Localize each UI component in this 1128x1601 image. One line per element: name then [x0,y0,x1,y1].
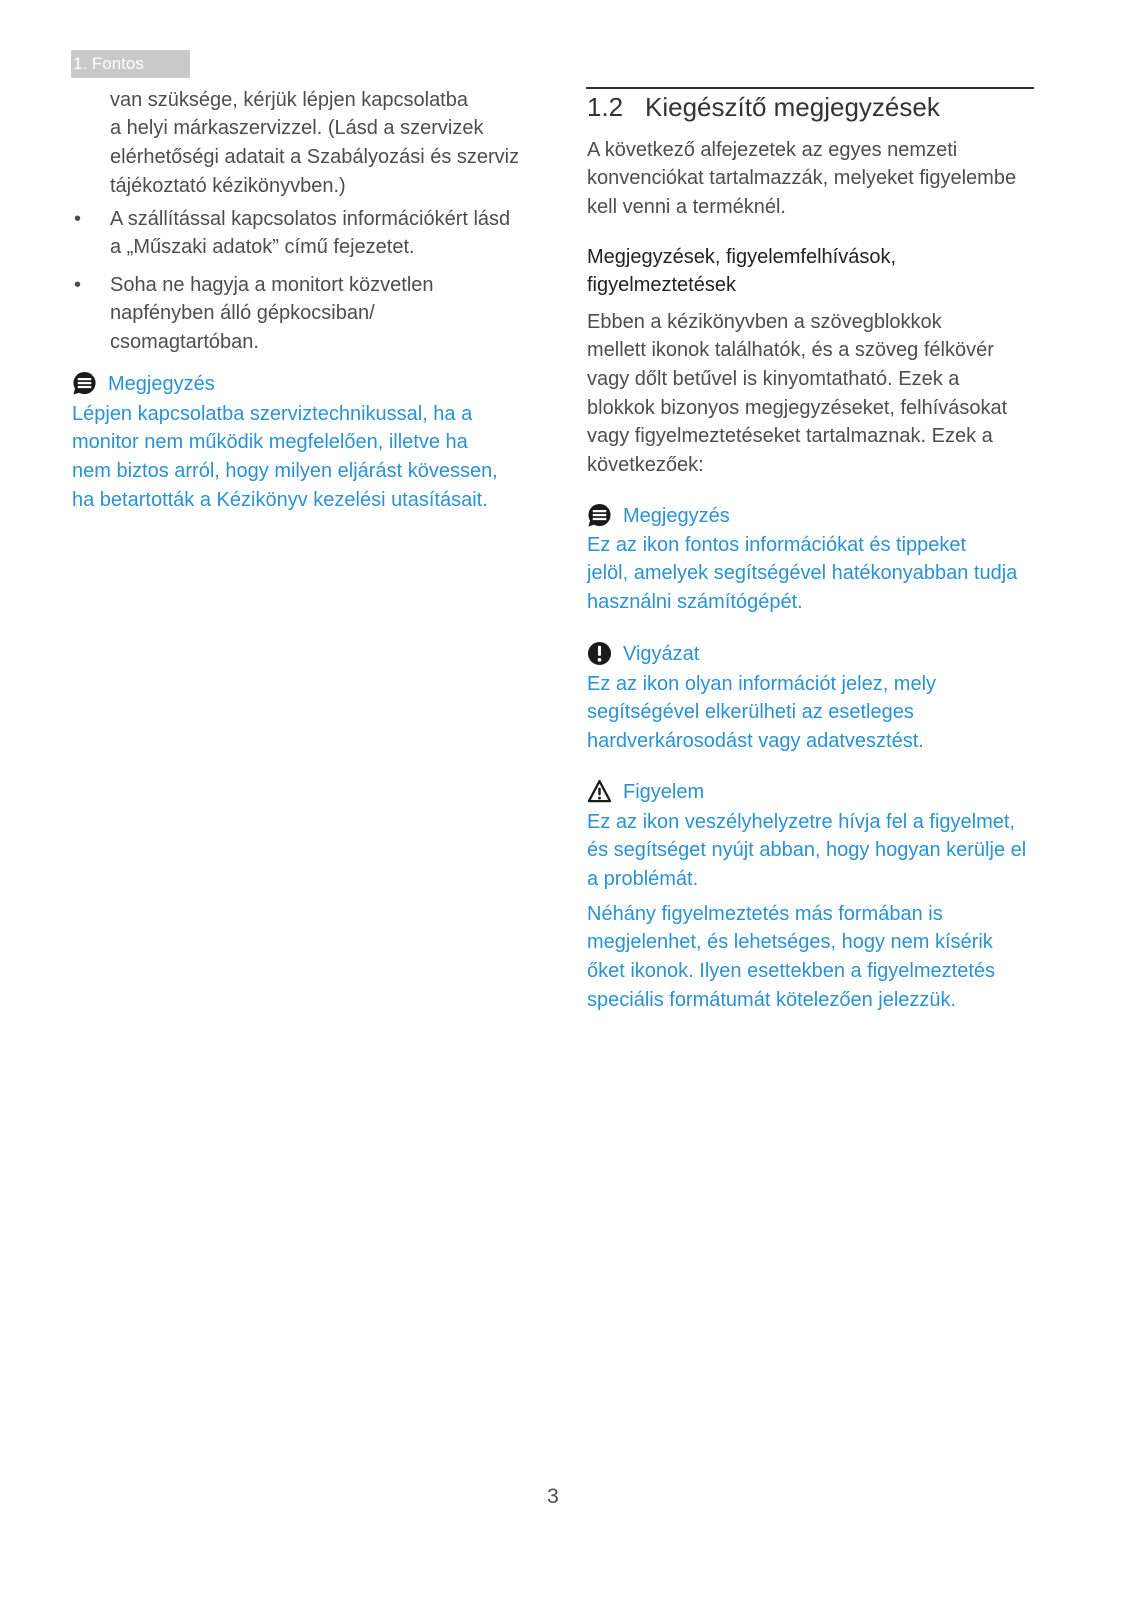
text-line: mellett ikonok találhatók, és a szöveg félkövér [587,339,994,362]
text-line: Megjegyzések, figyelemfelhívások, [587,245,897,268]
text-line: vagy dőlt betűvel is kinyomtatható. Ezek a [587,367,960,390]
text-line: figyelmeztetések [587,274,736,297]
note-icon [587,503,612,528]
text-line: következőek: [587,454,704,477]
text-line: hardverkárosodást vagy adatvesztést. [587,729,924,752]
text-line: jelöl, amelyek segítségével hatékonyabban tudja [587,562,1018,585]
text-line: segítségével elkerülheti az esetleges [587,701,914,724]
note-title: Megjegyzés [623,504,730,527]
text-line: csomagtartóban. [110,330,259,353]
page-number: 3 [547,1484,559,1508]
section-title: Kiegészítő megjegyzések [645,92,940,122]
bullet-item [72,271,434,357]
text-line: a „Műszaki adatok” című fejezetet. [110,236,415,259]
text-line: monitor nem működik megfelelően, illetve ha [72,431,468,454]
note-body [587,531,1017,617]
closing-paragraph [587,900,995,1015]
text-line: megjelenhet, és lehetséges, hogy nem kísérik [587,931,993,954]
text-line: blokkok bizonyos megjegyzéseket, felhívásokat [587,396,1008,419]
text-line: ha betartották a Kézikönyv kezelési utasításait. [72,488,488,511]
text-line: Ez az ikon fontos információkat és tippeket [587,533,967,556]
bullet-marker: • [74,273,82,296]
text-line: a helyi márkaszervizzel. (Lásd a szervizek [110,117,484,140]
warning-body [587,808,1026,894]
note-icon [72,371,97,396]
continuation-paragraph [110,86,519,201]
text-line: tájékoztató kézikönyvben.) [110,174,346,197]
section-tab-label: 1. Fontos [73,54,144,73]
text-line: van szüksége, kérjük lépjen kapcsolatba [110,88,468,111]
text-line: és segítséget nyújt abban, hogy hogyan kerülje el [587,839,1027,862]
note-body [72,400,498,515]
text-line: kell venni a terméknél. [587,195,786,218]
note-heading [72,370,215,399]
intro-paragraph [587,136,1016,222]
text-line: Ez az ikon veszélyhelyzetre hívja fel a figyelmet, [587,810,1015,833]
text-line: elérhetőségi adatait a Szabályozási és szerviz [110,145,520,168]
text-line: Néhány figyelmeztetés más formában is [587,902,943,925]
subheading [587,243,896,300]
text-line: A szállítással kapcsolatos információkért lásd [110,207,511,230]
warning-heading [587,778,704,807]
section-divider [586,87,1034,89]
warning-icon [587,779,612,804]
description-paragraph [587,308,1007,480]
text-line: napfényben álló gépkocsiban/ [110,302,375,325]
bullet-text [110,271,434,357]
text-line: Soha ne hagyja a monitort közvetlen [110,273,434,296]
caution-title: Vigyázat [623,642,700,665]
text-line: Ebben a kézikönyvben a szövegblokkok [587,310,942,333]
text-line: őket ikonok. Ilyen esettekben a figyelmeztetés [587,959,996,982]
note-title: Megjegyzés [108,372,215,395]
text-line: a problémát. [587,867,699,890]
bullet-item [72,205,510,262]
text-line: használni számítógépét. [587,590,803,613]
note-heading [587,502,730,531]
text-line: Lépjen kapcsolatba szerviztechnikussal, ha a [72,402,473,425]
section-heading [587,90,940,124]
bullet-marker: • [74,207,82,230]
text-line: speciális formátumát kötelezően jelezzük. [587,988,957,1011]
bullet-text [110,205,510,262]
caution-heading [587,640,699,669]
text-line: A következő alfejezetek az egyes nemzeti [587,138,958,161]
section-number: 1.2 [587,92,624,122]
caution-icon [587,641,612,666]
text-line: vagy figyelmeztetéseket tartalmaznak. Ezek a [587,425,993,448]
caution-body [587,670,936,756]
warning-title: Figyelem [623,780,705,803]
text-line: konvenciókat tartalmazzák, melyeket figyelembe [587,167,1017,190]
text-line: Ez az ikon olyan információt jelez, mely [587,672,937,695]
text-line: nem biztos arról, hogy milyen eljárást kövessen, [72,459,498,482]
section-tab [71,50,190,78]
